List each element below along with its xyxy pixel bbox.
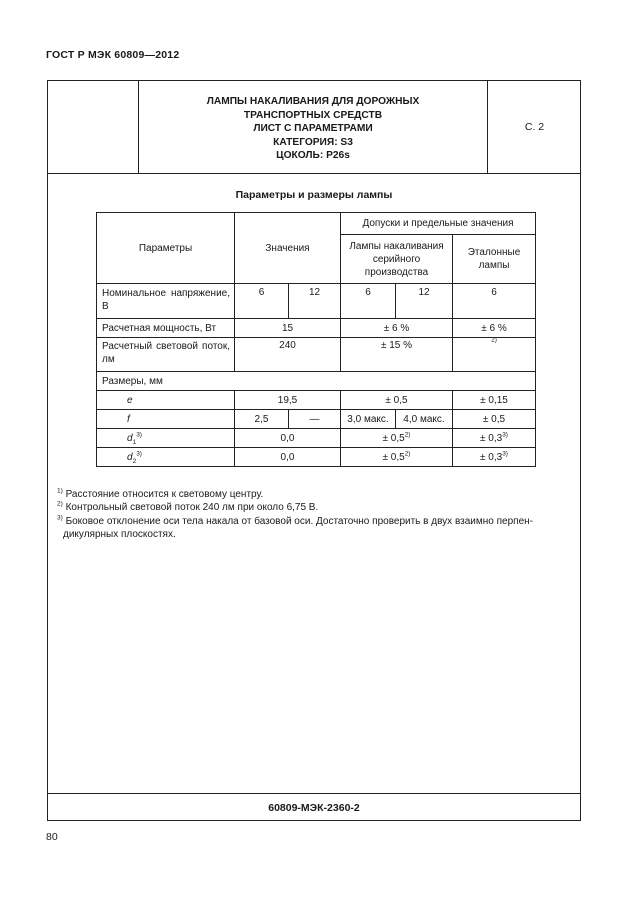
footnote-ref: 2) <box>404 450 411 458</box>
cell-value: 6 <box>235 284 289 319</box>
cell-value: 0,0 <box>235 429 341 448</box>
subscript: 1 <box>132 438 137 446</box>
cell-value <box>453 429 536 448</box>
footnote-ref: 3) <box>136 431 142 439</box>
footnote-mark: 1) <box>57 487 63 495</box>
value: ± 0,5 <box>382 451 405 463</box>
footnote <box>57 488 572 501</box>
title-line: КАТЕГОРИЯ: S3 <box>273 136 353 148</box>
cell-value: ± 0,5 <box>453 410 536 429</box>
value: ± 0,3 <box>480 451 503 463</box>
cell-value: 2,5 <box>235 410 289 429</box>
value: ± 0,3 <box>480 432 503 444</box>
cell-value: 15 <box>235 319 341 338</box>
section-title: Параметры и размеры лампы <box>235 189 393 201</box>
cell-value <box>341 448 453 467</box>
title-line: ЦОКОЛЬ: P26s <box>276 150 350 162</box>
footnote-ref: 2) <box>404 431 411 439</box>
value: ± 0,5 <box>382 432 405 444</box>
cell-value: ± 15 % <box>341 338 453 372</box>
footnote-text: Расстояние относится к световому центру. <box>65 489 264 500</box>
row-label-d2 <box>97 448 235 467</box>
cell-value: 19,5 <box>235 391 341 410</box>
footnote <box>57 515 572 528</box>
row-label-voltage: Номинальное напряжение, В <box>97 284 235 319</box>
row-label-f: f <box>97 410 235 429</box>
cell-value <box>341 429 453 448</box>
cell-value: ± 0,5 <box>341 391 453 410</box>
parameters-table <box>96 212 536 467</box>
footnote-ref: 3) <box>502 450 508 458</box>
sheet-number: С. 2 <box>524 121 545 133</box>
header-params: Параметры <box>97 213 235 284</box>
title-line: ЛАМПЫ НАКАЛИВАНИЯ ДЛЯ ДОРОЖНЫХ <box>206 96 420 108</box>
sheet-footer: 60809-МЭК-2360-2 <box>48 793 580 821</box>
cell-value: 0,0 <box>235 448 341 467</box>
subscript: 2 <box>132 457 137 465</box>
header-blank-cell <box>48 81 139 173</box>
sheet-frame <box>47 80 581 821</box>
footnote-mark: 2) <box>57 501 63 509</box>
document-code: ГОСТ Р МЭК 60809—2012 <box>46 49 180 61</box>
row-label-power: Расчетная мощность, Вт <box>97 319 235 338</box>
header-tolerances: Допуски и предельные значения <box>341 213 536 235</box>
symbol: d <box>127 451 133 463</box>
header-serial: Лампы накаливания серийного производства <box>341 235 453 284</box>
symbol: d <box>127 432 133 444</box>
header-values: Значения <box>235 213 341 284</box>
header-reference: Эталонные лампы <box>453 235 536 284</box>
cell-value: 12 <box>396 284 453 319</box>
cell-value: 240 <box>235 338 341 372</box>
footnotes <box>57 488 572 542</box>
cell-value: 4,0 макс. <box>396 410 453 429</box>
footnote-ref: 3) <box>136 450 142 458</box>
cell-value: 3,0 макс. <box>341 410 396 429</box>
cell-value: 12 <box>289 284 341 319</box>
sheet-title <box>139 81 488 173</box>
cell-value: ± 6 % <box>453 319 536 338</box>
sheet-header <box>48 81 580 174</box>
footnote-continuation: дикулярных плоскостях. <box>63 529 176 541</box>
footnote-text: Боковое отклонение оси тела накала от базовой оси. Достаточно проверить в двух взаимно перпен- <box>65 515 533 527</box>
footnote-ref: 2) <box>491 336 497 344</box>
cell-value: ± 6 % <box>341 319 453 338</box>
row-label-dimensions: Размеры, мм <box>97 372 536 391</box>
row-label-flux: Расчетный световой поток, лм <box>97 338 235 372</box>
footnote-text: Контрольный световой поток 240 лм при около 6,75 В. <box>65 502 319 514</box>
footnote <box>57 501 572 514</box>
cell-value: 6 <box>341 284 396 319</box>
cell-value: 6 <box>453 284 536 319</box>
title-line: ЛИСТ С ПАРАМЕТРАМИ <box>253 123 373 135</box>
row-label-e: e <box>97 391 235 410</box>
cell-value <box>453 448 536 467</box>
cell-value: ± 0,15 <box>453 391 536 410</box>
row-label-d1 <box>97 429 235 448</box>
footnote-ref: 3) <box>502 431 508 439</box>
title-line: ТРАНСПОРТНЫХ СРЕДСТВ <box>243 109 383 121</box>
page-number: 80 <box>46 831 58 843</box>
cell-value: — <box>289 410 341 429</box>
footnote-mark: 3) <box>57 514 63 522</box>
